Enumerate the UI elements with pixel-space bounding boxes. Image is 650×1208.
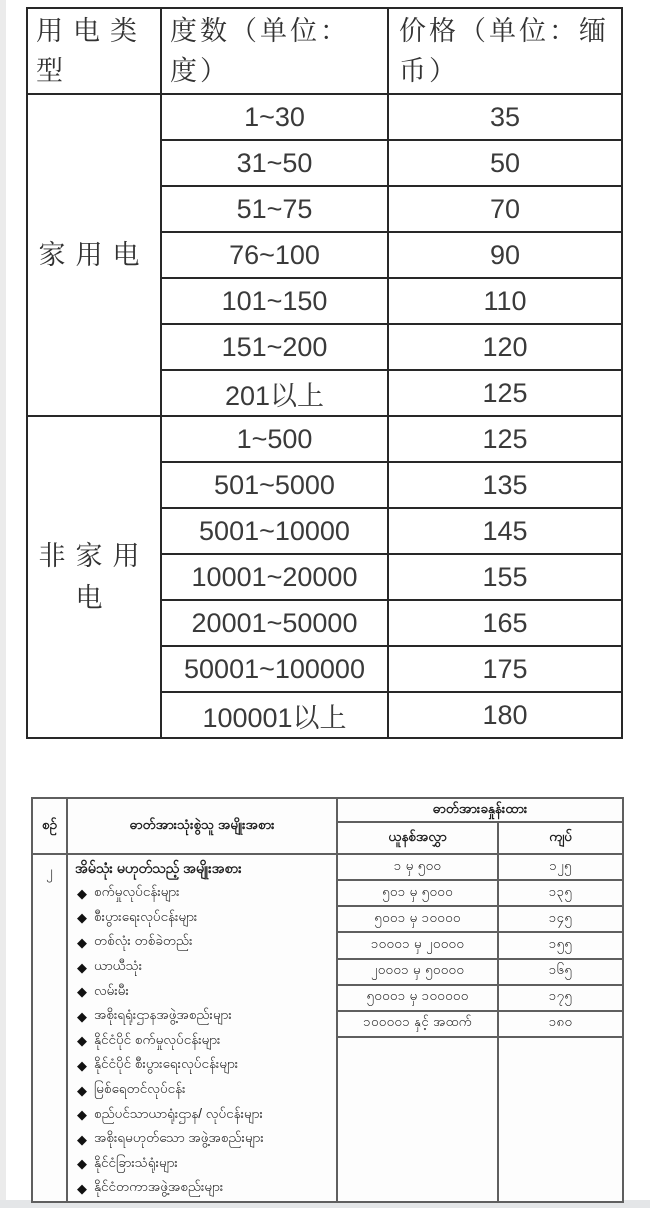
list-item-label: နိုင်ငံပိုင် စီးပွားရေးလုပ်ငန်းများ xyxy=(94,1056,239,1072)
list-item xyxy=(75,955,332,980)
range-cell: 20001~50000 xyxy=(161,600,388,646)
range-cell: 101~150 xyxy=(161,278,388,324)
header-no: စဉ် xyxy=(32,798,67,854)
header-units: 度数（单位：度） xyxy=(161,8,388,94)
diamond-bullet-icon: ◆ xyxy=(77,1180,87,1196)
table-row xyxy=(27,416,622,462)
list-item-label: စည်ပင်သာယာရုံးဌာန/ လုပ်ငန်းများ xyxy=(94,1105,263,1121)
diamond-bullet-icon: ◆ xyxy=(77,885,87,901)
diamond-bullet-icon: ◆ xyxy=(77,1107,87,1123)
list-item-label: စက်မှုလုပ်ငန်းများ xyxy=(94,884,180,900)
price-cell: 125 xyxy=(388,370,622,416)
kyat-cell: ၁၃၅ xyxy=(498,880,623,906)
diamond-bullet-icon: ◆ xyxy=(77,934,87,950)
table-row xyxy=(27,94,622,140)
tier-cell: ၅၀၀၁ မှ ၁၀၀၀၀ xyxy=(337,906,498,932)
list-item xyxy=(75,1053,332,1078)
range-cell: 201以上 xyxy=(161,370,388,416)
diamond-bullet-icon: ◆ xyxy=(77,1008,87,1024)
tier-cell: ၁ မှ ၅၀၀ xyxy=(337,854,498,880)
list-item xyxy=(75,881,332,906)
range-cell: 151~200 xyxy=(161,324,388,370)
price-cell: 125 xyxy=(388,416,622,462)
list-item-label: နိုင်ငံပိုင် စက်မှုလုပ်ငန်းများ xyxy=(94,1031,221,1047)
kyat-cell: ၁၄၅ xyxy=(498,906,623,932)
table-header-row xyxy=(27,8,622,94)
list-item-label: တစ်လုံး တစ်ခဲတည်း xyxy=(94,933,193,949)
list-item xyxy=(75,930,332,955)
range-cell: 76~100 xyxy=(161,232,388,278)
diamond-bullet-icon: ◆ xyxy=(77,1033,87,1049)
range-cell: 5001~10000 xyxy=(161,508,388,554)
list-item-label: လမ်းမီး xyxy=(94,982,129,998)
diamond-bullet-icon: ◆ xyxy=(77,1057,87,1073)
list-item xyxy=(75,1004,332,1029)
list-item-label: မြစ်ရေတင်လုပ်ငန်း xyxy=(94,1081,186,1097)
electricity-price-table-cn xyxy=(26,7,623,739)
header-consumer-type: ဓာတ်အားသုံးစွဲသူ အမျိုးအစား xyxy=(67,798,337,854)
range-cell: 51~75 xyxy=(161,186,388,232)
kyat-cell: ၁၅၅ xyxy=(498,932,623,958)
price-cell: 110 xyxy=(388,278,622,324)
list-item xyxy=(75,1176,332,1201)
diamond-bullet-icon: ◆ xyxy=(77,984,87,1000)
diamond-bullet-icon: ◆ xyxy=(77,959,87,975)
header-kyat: ကျပ် xyxy=(498,822,623,854)
price-cell: 145 xyxy=(388,508,622,554)
kyat-cell: ၁၂၅ xyxy=(498,854,623,880)
electricity-rate-table-mm xyxy=(31,797,624,1203)
price-cell: 135 xyxy=(388,462,622,508)
diamond-bullet-icon: ◆ xyxy=(77,1131,87,1147)
list-item xyxy=(75,979,332,1004)
diamond-bullet-icon: ◆ xyxy=(77,1156,87,1172)
diamond-bullet-icon: ◆ xyxy=(77,910,87,926)
price-cell: 70 xyxy=(388,186,622,232)
list-item xyxy=(75,1029,332,1054)
range-cell: 100001以上 xyxy=(161,692,388,738)
list-item-label: နိုင်ငံခြားသံရုံးများ xyxy=(94,1154,178,1170)
list-item-label: နိုင်ငံတကာအဖွဲ့အစည်းများ xyxy=(94,1179,224,1195)
consumer-type-cell xyxy=(67,854,337,1202)
list-item xyxy=(75,1127,332,1152)
list-item-label: ယာယီသုံး xyxy=(94,958,143,974)
table-row xyxy=(32,854,623,880)
range-cell: 31~50 xyxy=(161,140,388,186)
price-cell: 175 xyxy=(388,646,622,692)
tier-cell: ၁၀၀၀၀၁ နှင့် အထက် xyxy=(337,1011,498,1037)
page-left-margin-strip xyxy=(0,0,6,1208)
usage-type-non-household: 非家用电 xyxy=(27,416,161,738)
price-cell: 155 xyxy=(388,554,622,600)
row-number-cell: ၂ xyxy=(32,854,67,1202)
header-rate: ဓာတ်အားခနှုန်းထား xyxy=(337,798,623,822)
usage-type-household: 家用电 xyxy=(27,94,161,416)
kyat-cell: ၁၇၅ xyxy=(498,985,623,1011)
range-cell: 1~500 xyxy=(161,416,388,462)
kyat-cell: ၁၆၅ xyxy=(498,959,623,985)
table-header-row xyxy=(32,798,623,822)
header-unit-tier: ယူနစ်အလွှာ xyxy=(337,822,498,854)
category-title: အိမ်သုံး မဟုတ်သည့် အမျိုးအစား xyxy=(75,860,242,876)
range-cell: 1~30 xyxy=(161,94,388,140)
header-price: 价格（单位：缅币） xyxy=(388,8,622,94)
tier-cell: ၁၀၀၀၁ မှ ၂၀၀၀၀ xyxy=(337,932,498,958)
list-item-label: အစိုးရရုံးဌာနအဖွဲ့အစည်းများ xyxy=(94,1007,232,1023)
tier-cell: ၅၀၀၀၁ မှ ၁၀၀၀၀၀ xyxy=(337,985,498,1011)
list-item xyxy=(75,1152,332,1177)
list-item-label: စီးပွားရေးလုပ်ငန်းများ xyxy=(94,908,198,924)
list-item xyxy=(75,1078,332,1103)
price-cell: 50 xyxy=(388,140,622,186)
tier-cell: ၂၀၀၀၁ မှ ၅၀၀၀၀ xyxy=(337,959,498,985)
empty-tier-cell xyxy=(337,1037,498,1202)
diamond-bullet-icon: ◆ xyxy=(77,1082,87,1098)
list-item xyxy=(75,906,332,931)
price-cell: 180 xyxy=(388,692,622,738)
price-cell: 35 xyxy=(388,94,622,140)
tier-cell: ၅၀၁ မှ ၅၀၀၀ xyxy=(337,880,498,906)
kyat-cell: ၁၈၀ xyxy=(498,1011,623,1037)
range-cell: 501~5000 xyxy=(161,462,388,508)
empty-kyat-cell xyxy=(498,1037,623,1202)
list-item-label: အစိုးရမဟုတ်သော အဖွဲ့အစည်းများ xyxy=(94,1130,264,1146)
range-cell: 50001~100000 xyxy=(161,646,388,692)
header-usage-type: 用电类型 xyxy=(27,8,161,94)
list-item xyxy=(75,1102,332,1127)
range-cell: 10001~20000 xyxy=(161,554,388,600)
price-cell: 120 xyxy=(388,324,622,370)
price-cell: 165 xyxy=(388,600,622,646)
price-cell: 90 xyxy=(388,232,622,278)
